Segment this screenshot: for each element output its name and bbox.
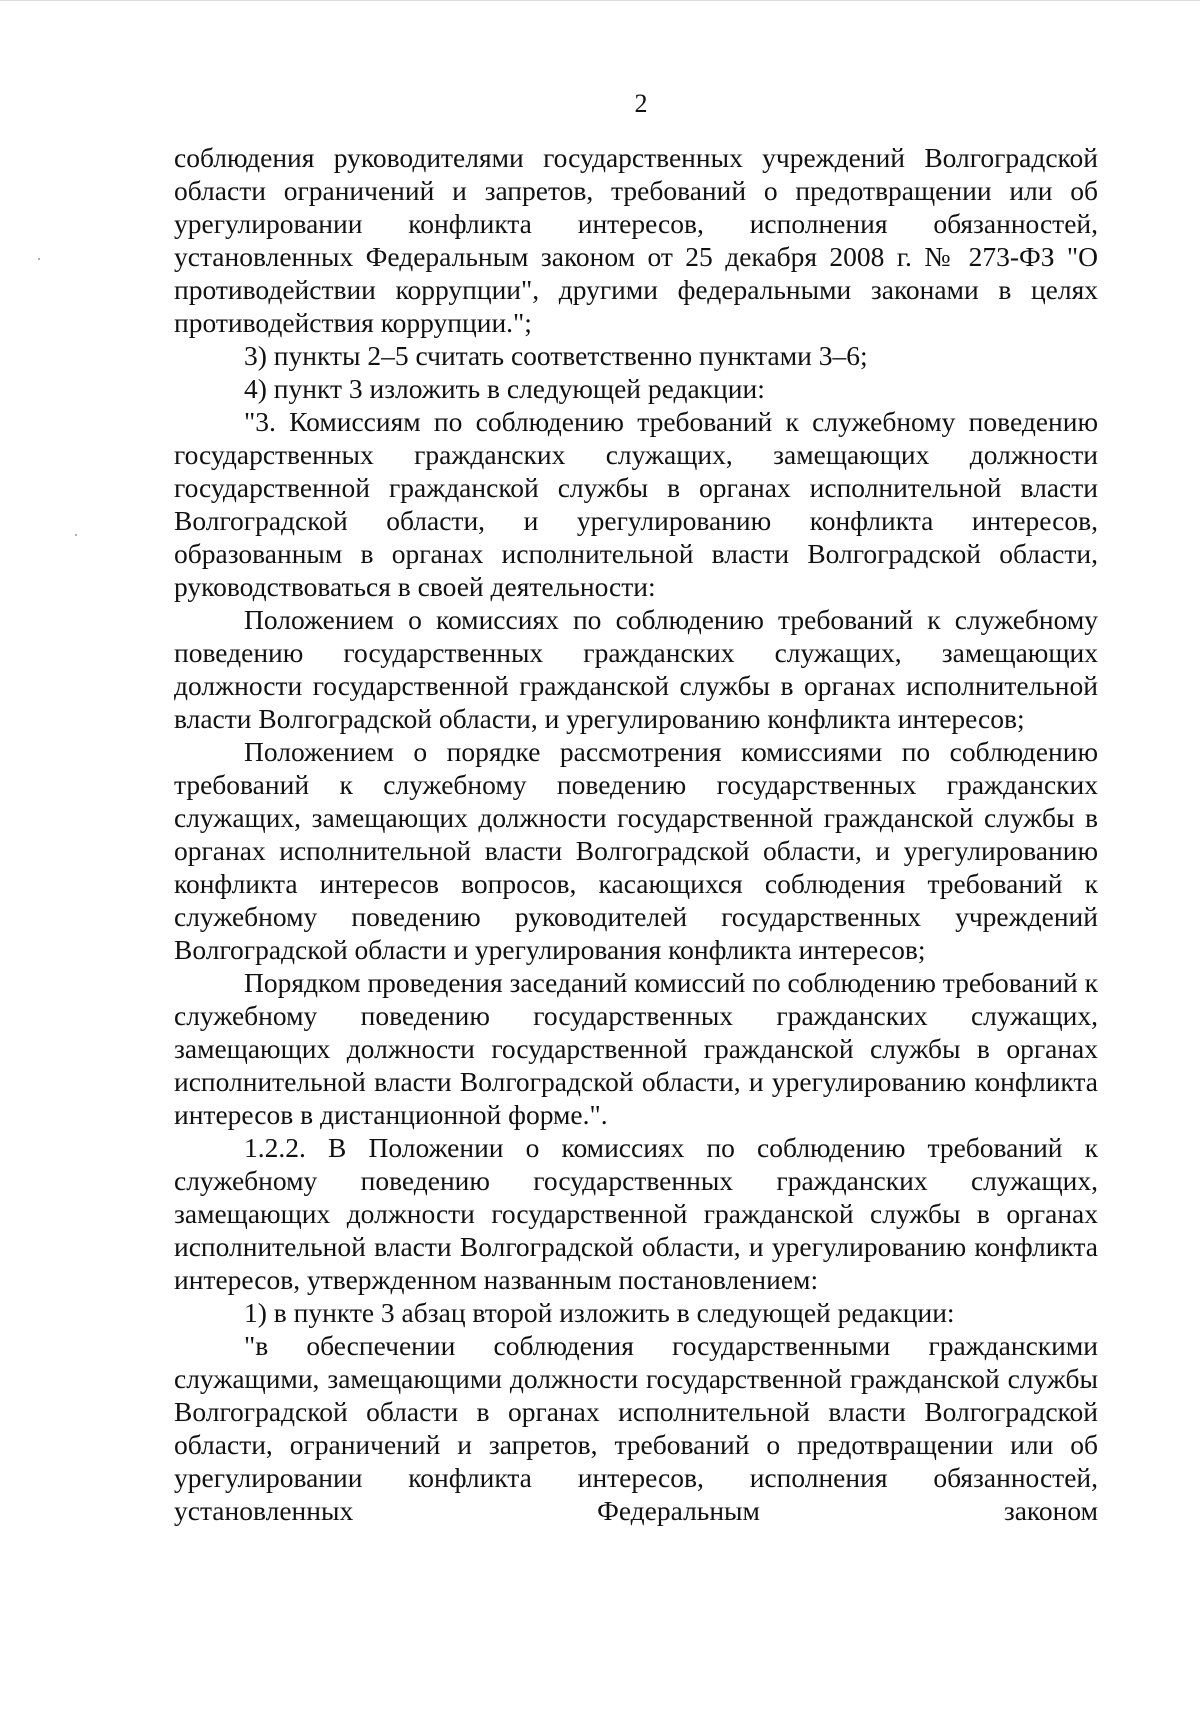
paragraph-point-3-text: "3. Комиссиям по соблюдению требований к служебному поведению государственных гражданских служащих, замещающих должности государственной гражданской службы в органах исполнительной власти Волгоградской области, и урегулированию конфликта интересов, образованным в органах исполнительной власти Волгоградской области, руководствоваться в своей деятельности:: [174, 406, 1098, 602]
scan-speck: [75, 534, 77, 536]
paragraph-regulation-procedure: Положением о порядке рассмотрения комиссиями по соблюдению требований к служебному поведению государственных гражданских служащих, замещающих должности государственной гражданской службы в органах исполнительной власти Волгоградской области, и урегулированию конфликта интересов вопросов, касающихся соблюдения требований к служебному поведению руководителей государственных учреждений Волгоградской области и урегулирования конфликта интересов;: [174, 736, 1098, 965]
paragraph-item-3: 3) пункты 2–5 считать соответственно пунктами 3–6;: [244, 340, 868, 371]
paragraph-continuation: соблюдения руководителями государственных учреждений Волгоградской области ограничений и запретов, требований о предотвращении или об урегулировании конфликта интересов, исполнения обязанностей, установленных Федеральным законом от 25 декабря 2008 г. № 273-ФЗ "О противодействии коррупции", другими федеральными законами в целях противодействия коррупции.";: [174, 142, 1098, 338]
paragraph-subitem-1: 1) в пункте 3 абзац второй изложить в следующей редакции:: [244, 1297, 955, 1328]
paragraph-remote-meetings: Порядком проведения заседаний комиссий по соблюдению требований к служебному поведению государственных гражданских служащих, замещающих должности государственной гражданской службы в органах исполнительной власти Волгоградской области, и урегулированию конфликта интересов в дистанционной форме.".: [174, 967, 1099, 1130]
paragraph-quoted-text: "в обеспечении соблюдения государственными гражданскими служащими, замещающими должности государственной гражданской службы Волгоградской области в органах исполнительной власти Волгоградской области, ограничений и запретов, требований о предотвращении или об урегулировании конфликта интересов, исполнения обязанностей, установленных Федеральным законом: [174, 1330, 1098, 1526]
document-body: [174, 141, 1098, 1527]
scan-edge: [0, 0, 1200, 1]
page-number: 2: [634, 89, 648, 118]
paragraph-regulation-commissions: Положением о комиссиях по соблюдению требований к служебному поведению государственных гражданских служащих, замещающих должности государственной гражданской службы в органах исполнительной власти Волгоградской области, и урегулированию конфликта интересов;: [174, 604, 1098, 734]
scan-speck: [38, 258, 40, 260]
paragraph-section-1-2-2: 1.2.2. В Положении о комиссиях по соблюдению требований к служебному поведению государственных гражданских служащих, замещающих должности государственной гражданской службы в органах исполнительной власти Волгоградской области, и урегулированию конфликта интересов, утвержденном названным постановлением:: [174, 1132, 1098, 1295]
paragraph-item-4: 4) пункт 3 изложить в следующей редакции:: [244, 373, 765, 404]
